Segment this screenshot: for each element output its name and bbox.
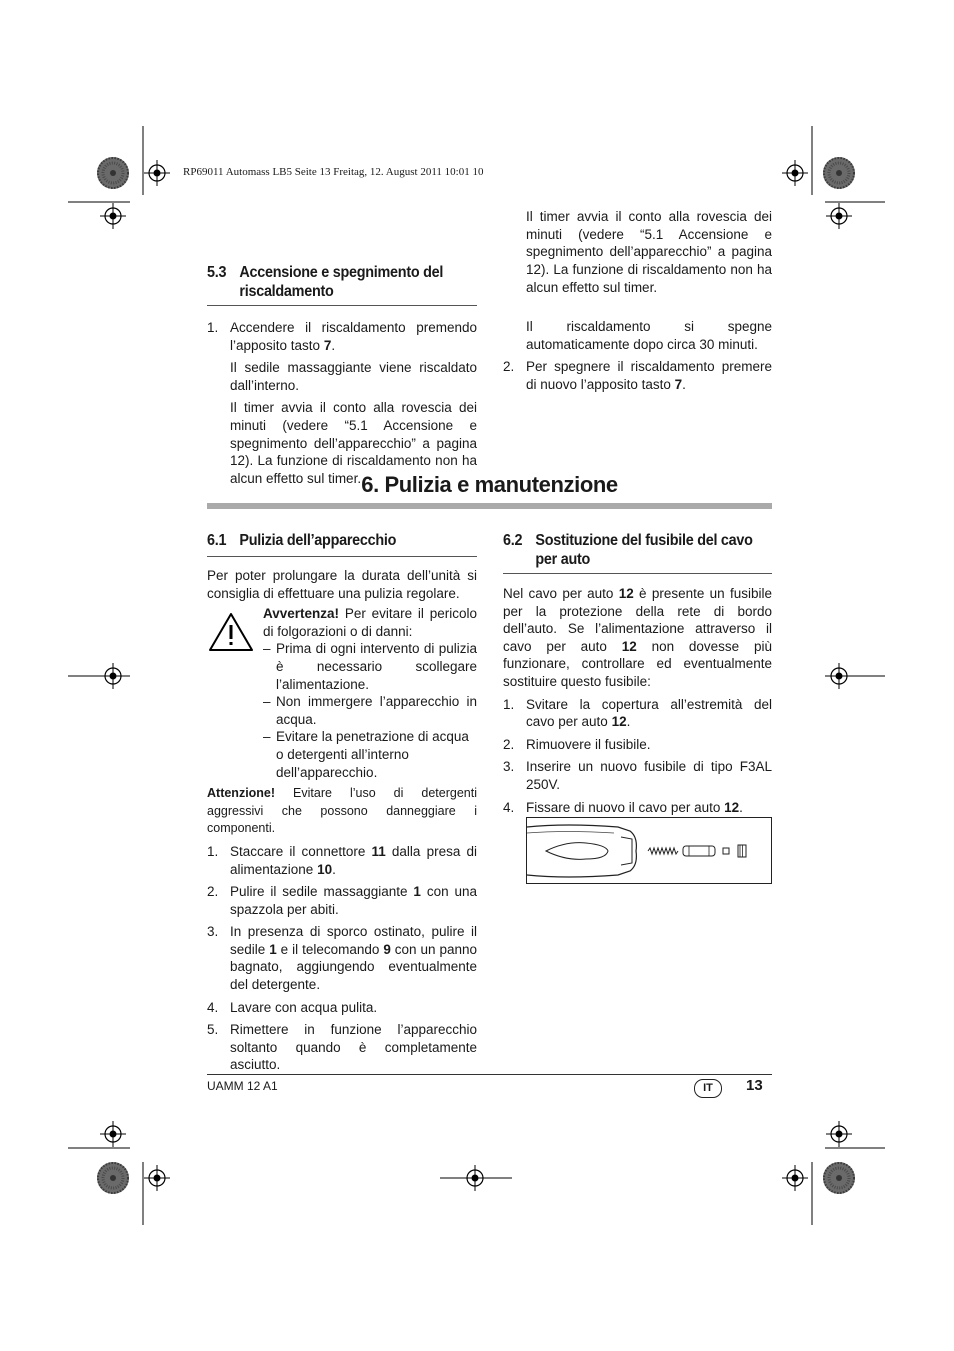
- key-ref: 7: [323, 337, 332, 353]
- list-item: 1. Svitare la copertura all’estremità del cavo per auto 12.: [503, 696, 772, 730]
- car-cable-fuse-illustration: [526, 817, 772, 884]
- chapter-title: 6. Pulizia e manutenzione: [361, 472, 618, 497]
- section-number: 6.1: [207, 532, 227, 549]
- print-header-line: RP69011 Automass LB5 Seite 13 Freitag, 12. August 2011 10:01 10: [183, 166, 484, 178]
- section-rule: [503, 573, 772, 574]
- paragraph: Nel cavo per auto 12 è presente un fusibile per la protezione della rete di bordo dell’auto. Se l’alimentazione attraverso il cavo per auto 12 non dovesse più funzionare, controllare ed eventualmente sostituire questo fusibile:: [503, 586, 773, 689]
- section-6-1-body: [207, 567, 477, 1079]
- section-rule: [207, 305, 477, 306]
- paragraph-timer: Il timer avvia il conto alla rovescia dei minuti (vedere “5.1 Accensione e spegnimento dell’apparecchio” a pagina 12). La funzione di riscaldamento non ha alcun effetto sul timer.: [230, 400, 477, 486]
- chapter-title-bar: [207, 503, 772, 509]
- section-rule: [207, 556, 477, 557]
- section-5-3-body-left: [207, 319, 477, 486]
- list-item: – Prima di ogni intervento di pulizia è necessario scollegare l’alimentazione.: [263, 641, 477, 692]
- warning-triangle-icon: [207, 611, 255, 653]
- step-text: Per spegnere il riscaldamento premere di nuovo l’apposito tasto: [526, 359, 772, 392]
- section-title-line2: per auto: [535, 551, 591, 568]
- section-title: Pulizia dell’apparecchio: [239, 532, 397, 549]
- page-number: 13: [746, 1077, 763, 1094]
- list-item: 3. Inserire un nuovo fusibile di tipo F3AL 250V.: [503, 759, 772, 792]
- section-6-2-body: [503, 585, 772, 821]
- attention-note: Attenzione! Evitare l’uso di detergenti aggressivi che possono danneggiare i componenti.: [207, 786, 477, 836]
- section-6-1-heading: [207, 531, 396, 550]
- section-5-3-body-right: [503, 209, 772, 398]
- list-item: 3. In presenza di sporco ostinato, pulire il sedile 1 e il telecomando 9 con un panno bagnato, aggiungendo eventualmente del detergente.: [207, 924, 477, 993]
- section-6-2-heading: [503, 531, 753, 569]
- list-item: 2. Rimuovere il fusibile.: [503, 736, 651, 752]
- section-5-3-heading: [207, 263, 443, 301]
- list-item: 2. Per spegnere il riscaldamento premere di nuovo l’apposito tasto 7.: [503, 359, 772, 392]
- warning-block: [207, 605, 477, 781]
- section-title-line1: Accensione e spegnimento del: [239, 264, 444, 281]
- section-title-line1: Sostituzione del fusibile del cavo: [535, 532, 753, 549]
- list-item: – Non immergere l’apparecchio in acqua.: [263, 694, 477, 727]
- list-item: 1. Staccare il connettore 11 dalla presa di alimentazione 10.: [207, 843, 477, 877]
- section-number: 5.3: [207, 264, 227, 281]
- step-text: Accendere il riscaldamento premendo l’apposito tasto: [230, 320, 477, 353]
- language-badge: IT: [694, 1079, 722, 1098]
- footer-rule: [207, 1074, 772, 1075]
- list-item: 2. Pulire il sedile massaggiante 1 con una spazzola per abiti.: [207, 884, 477, 917]
- model-number: UAMM 12 A1: [207, 1079, 278, 1093]
- paragraph-timer-continued: Il timer avvia il conto alla rovescia dei minuti (vedere “5.1 Accensione e spegnimento dell’apparecchio” a pagina 12). La funzione di riscaldamento non ha alcun effetto sul timer.: [526, 209, 772, 295]
- warning-text: Avvertenza! Per evitare il pericolo di folgorazioni o di danni:: [263, 606, 477, 639]
- key-ref: 7: [674, 376, 683, 392]
- section-number: 6.2: [503, 532, 523, 549]
- paragraph: Per poter prolungare la durata dell’unità si consiglia di effettuare una pulizia regolare.: [207, 568, 477, 601]
- section-title-line2: riscaldamento: [239, 283, 334, 300]
- paragraph: Il riscaldamento si spegne automaticamente dopo circa 30 minuti.: [526, 319, 772, 352]
- list-item: 4. Fissare di nuovo il cavo per auto 12.: [503, 799, 743, 815]
- list-item: – Evitare la penetrazione di acqua o detergenti all’interno dell’apparecchio.: [263, 729, 469, 780]
- paragraph: Il sedile massaggiante viene riscaldato dall’interno.: [230, 360, 477, 393]
- list-item: 4. Lavare con acqua pulita.: [207, 999, 378, 1015]
- list-item: 1. Accendere il riscaldamento premendo l’apposito tasto 7.: [207, 320, 477, 353]
- list-item: 5. Rimettere in funzione l’apparecchio soltanto quando è completamente asciutto.: [207, 1022, 477, 1073]
